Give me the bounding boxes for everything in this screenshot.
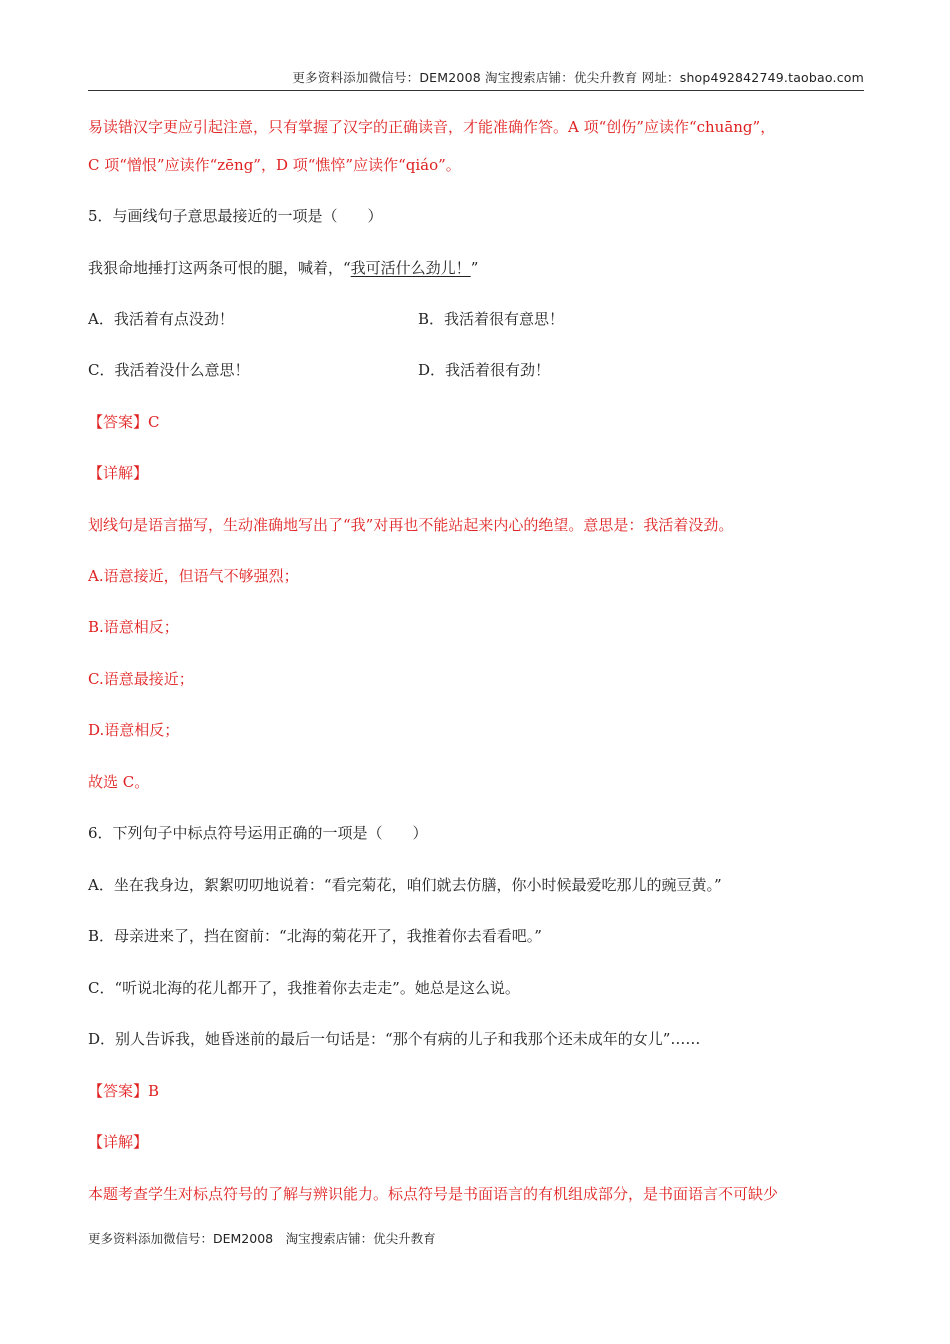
q5-option-b: B．我活着很有意思！ [418,310,565,328]
q6-detail-label: 【详解】 [88,1133,149,1151]
q5-option-a: A．我活着有点没劲！ [88,310,234,328]
q5-detail-label: 【详解】 [88,464,149,482]
page-header: 更多资料添加微信号：DEM2008 淘宝搜索店铺：优尖升教育 网址：shop492842749.taobao.com [88,68,864,91]
q5-underlined-sentence: 我可活什么劲儿！ [350,259,471,277]
q6-option-b: B．母亲进来了，挡在窗前：“北海的菊花开了，我推着你去看看吧。” [88,927,542,945]
q5-sentence-prefix: 我狠命地捶打这两条可恨的腿，喊着，“ [88,259,351,277]
q5-explanation-line: 故选 C。 [88,773,150,791]
q6-explanation: 本题考查学生对标点符号的了解与辨识能力。标点符号是书面语言的有机组成部分，是书面语言不可缺少 [88,1185,779,1203]
q5-explanation-line: 划线句是语言描写，生动准确地写出了“我”对再也不能站起来内心的绝望。意思是：我活着没劲。 [88,516,734,534]
q5-option-d: D．我活着很有劲！ [418,361,551,379]
q5-explanation-line: A.语意接近，但语气不够强烈； [88,567,299,585]
q5-sentence-suffix: ” [470,259,479,277]
q5-stem: 5．与画线句子意思最接近的一项是（ ） [88,207,383,225]
prev-explanation-line-1: 易读错汉字更应引起注意，只有掌握了汉字的正确读音，才能准确作答。A 项“创伤”应读作“chuāng”， [88,118,776,136]
q5-explanation-line: C.语意最接近； [88,670,194,688]
q5-explanation-line: D.语意相反； [88,721,180,739]
q6-option-d: D．别人告诉我，她昏迷前的最后一句话是：“那个有病的儿子和我那个还未成年的女儿”…… [88,1030,701,1048]
prev-explanation-line-2: C 项“憎恨”应读作“zēng”，D 项“憔悴”应读作“qiáo”。 [88,156,461,174]
q6-option-a: A．坐在我身边，絮絮叨叨地说着：“看完菊花，咱们就去仿膳，你小时候最爱吃那儿的豌豆黄。” [88,876,722,894]
q5-explanation-line: B.语意相反； [88,618,179,636]
q5-option-c: C．我活着没什么意思！ [88,361,250,379]
q5-sentence [88,258,478,278]
page-footer: 更多资料添加微信号：DEM2008 淘宝搜索店铺：优尖升教育 [88,1231,436,1246]
q6-answer: 【答案】B [88,1082,160,1100]
q6-stem: 6．下列句子中标点符号运用正确的一项是（ ） [88,824,428,842]
q6-option-c: C．“听说北海的花儿都开了，我推着你去走走”。她总是这么说。 [88,979,520,997]
q5-answer: 【答案】C [88,413,160,431]
